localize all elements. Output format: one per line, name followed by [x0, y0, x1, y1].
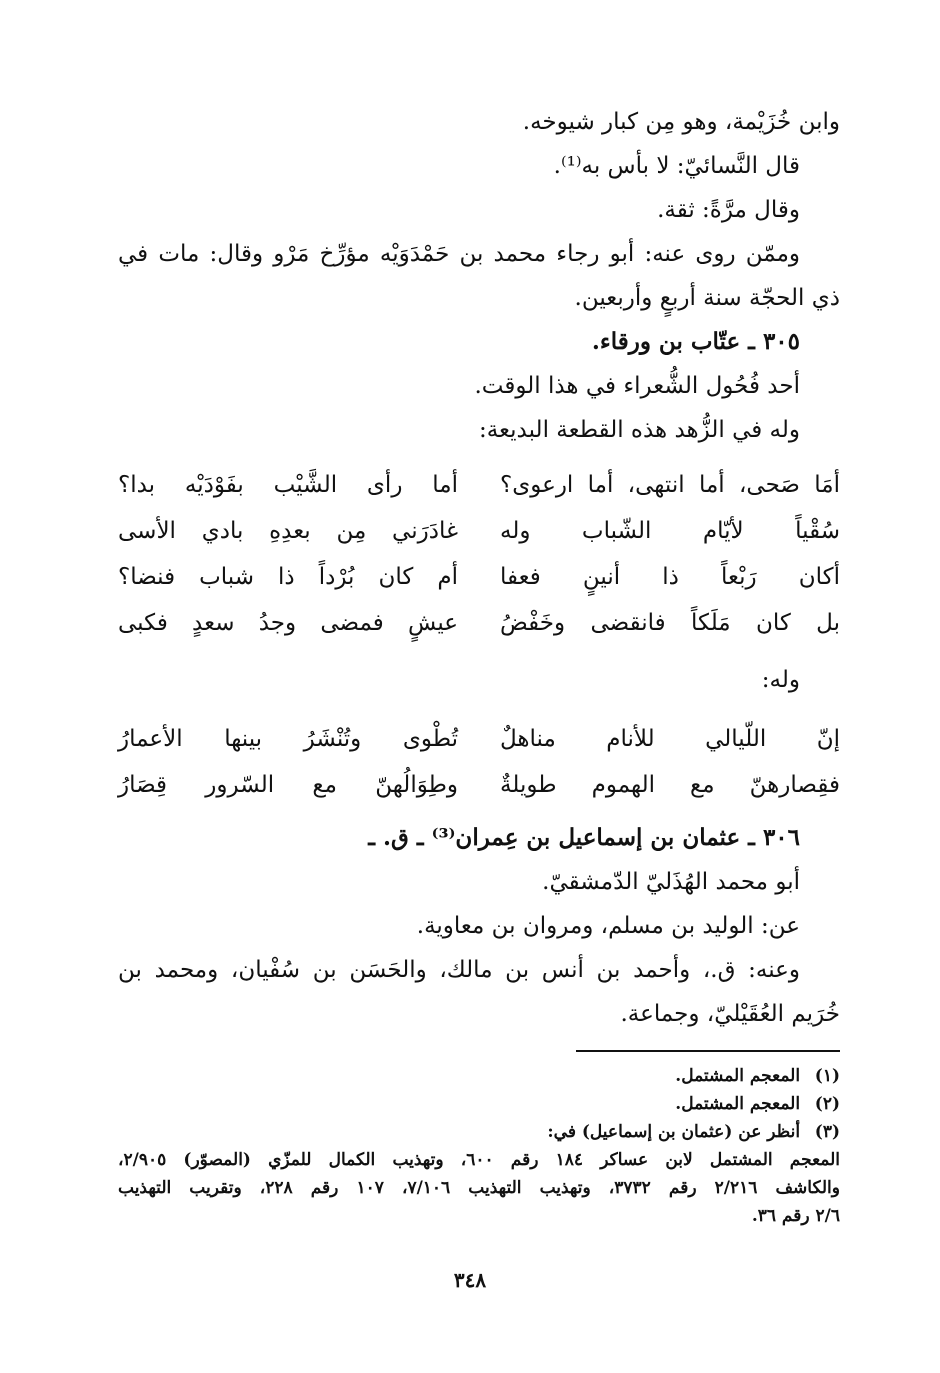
verse [118, 554, 840, 600]
body-line-2: قال النَّسائيّ: لا بأس به⁽¹⁾. [553, 153, 800, 179]
footnote-text: أنظر عن (عثمان بن إسماعيل) في: [547, 1122, 801, 1142]
footnote-number: (٣) [814, 1122, 840, 1142]
entry-306-line-4: خُرَيم العُقَيْليّ، وجماعة. [620, 1001, 840, 1027]
footnote-number: (١) [814, 1066, 840, 1086]
entry-305-line-1: أحد فُحُول الشُّعراء في هذا الوقت. [474, 373, 800, 399]
footnote-text: المعجم المشتمل. [675, 1094, 801, 1114]
footnote-3-line-3: ٢/٦ رقم ٣٦. [751, 1206, 840, 1226]
footnote-3-line-1: المعجم المشتمل لابن عساكر ١٨٤ رقم ٦٠٠، وتهذيب الكمال للمزّي (المصوّر) ٢/٩٠٥، [118, 1150, 841, 1170]
verse [118, 600, 840, 646]
footnote-text: المعجم المشتمل. [675, 1066, 801, 1086]
poem-2 [118, 716, 840, 808]
verse [118, 762, 840, 808]
verse [118, 462, 840, 508]
entry-305-line-2: وله في الزُّهد هذه القطعة البديعة: [478, 417, 800, 443]
poem-1 [118, 462, 840, 646]
body-line-5: ذي الحجّة سنة أربعٍ وأربعين. [574, 285, 840, 311]
page-body [118, 100, 840, 1230]
verse-second-hemistich: عيشٍ فمضى وجدُ سعدٍ فكبى [118, 610, 458, 636]
verse-second-hemistich: أم كان بُرْداً ذا شباب فنضا؟ [118, 564, 458, 590]
verse-second-hemistich: تُطْوى وتُنْشَرُ بينها الأعمارُ [118, 726, 458, 752]
footnote-divider [576, 1050, 840, 1052]
body-line-1: وابن خُزَيْمة، وهو مِن كبار شيوخه. [522, 109, 840, 135]
verse-first-hemistich: بل كان مَلَكاً فانقضى وخَفْضُ [500, 610, 840, 636]
entry-306-title: ٣٠٦ ـ عثمان بن إسماعيل بن عِمران⁽³⁾ ـ ق. ـ [368, 824, 800, 851]
entry-306-line-1: أبو محمد الهُذَليّ الدّمشقيّ. [542, 869, 800, 895]
entry-306-line-2: عن: الوليد بن مسلم، ومروان بن معاوية. [416, 913, 800, 939]
entry-306-line-3: وعنه: ق.، وأحمد بن أنس بن مالك، والحَسَن بن سُفْيان، ومحمد بن [118, 957, 800, 983]
verse [118, 716, 840, 762]
body-line-3: وقال مرَّةً: ثقة. [657, 197, 800, 223]
footnote-3 [118, 1118, 840, 1146]
verse-first-hemistich: إنّ اللّيالي للأنام مناهلٌ [500, 726, 840, 752]
wa-lahu-line: وله: [761, 667, 800, 693]
verse-first-hemistich: فقِصارهنّ مع الهموم طويلةٌ [500, 772, 840, 798]
verse-first-hemistich: أمَا صَحى، أما انتهى، أما ارعوى؟ [500, 472, 840, 498]
verse-second-hemistich: أما رأى الشَّيْب بفَوْدَيْه بدا؟ [118, 472, 458, 498]
verse-first-hemistich: أكان رَبْعاً ذا أنينٍ فعفا [500, 564, 840, 590]
verse-second-hemistich: وطِوَالُهنّ مع السّرور قِصَارُ [118, 772, 458, 798]
verse-first-hemistich: سُقْياً لأيّام الشّباب وله [500, 518, 840, 544]
footnote-2 [118, 1090, 840, 1118]
footnote-3-line-2: والكاشف ٢/٢١٦ رقم ٣٧٣٢، وتهذيب التهذيب ٧/١٠٦، ١٠٧ رقم ٢٢٨، وتقريب التهذيب [118, 1178, 840, 1198]
verse-second-hemistich: غادَرَني مِن بعدِهِ بادي الأسى [118, 518, 458, 544]
page-number: ٣٤٨ [453, 1268, 487, 1292]
entry-305-title: ٣٠٥ ـ عتّاب بن ورقاء. [591, 328, 800, 355]
body-line-4: وممّن روى عنه: أبو رجاء محمد بن حَمْدَوَيْه مؤرِّخ مَرْو وقال: مات في [118, 241, 800, 267]
footnote-1 [118, 1062, 840, 1090]
footnote-number: (٢) [814, 1094, 840, 1114]
verse [118, 508, 840, 554]
